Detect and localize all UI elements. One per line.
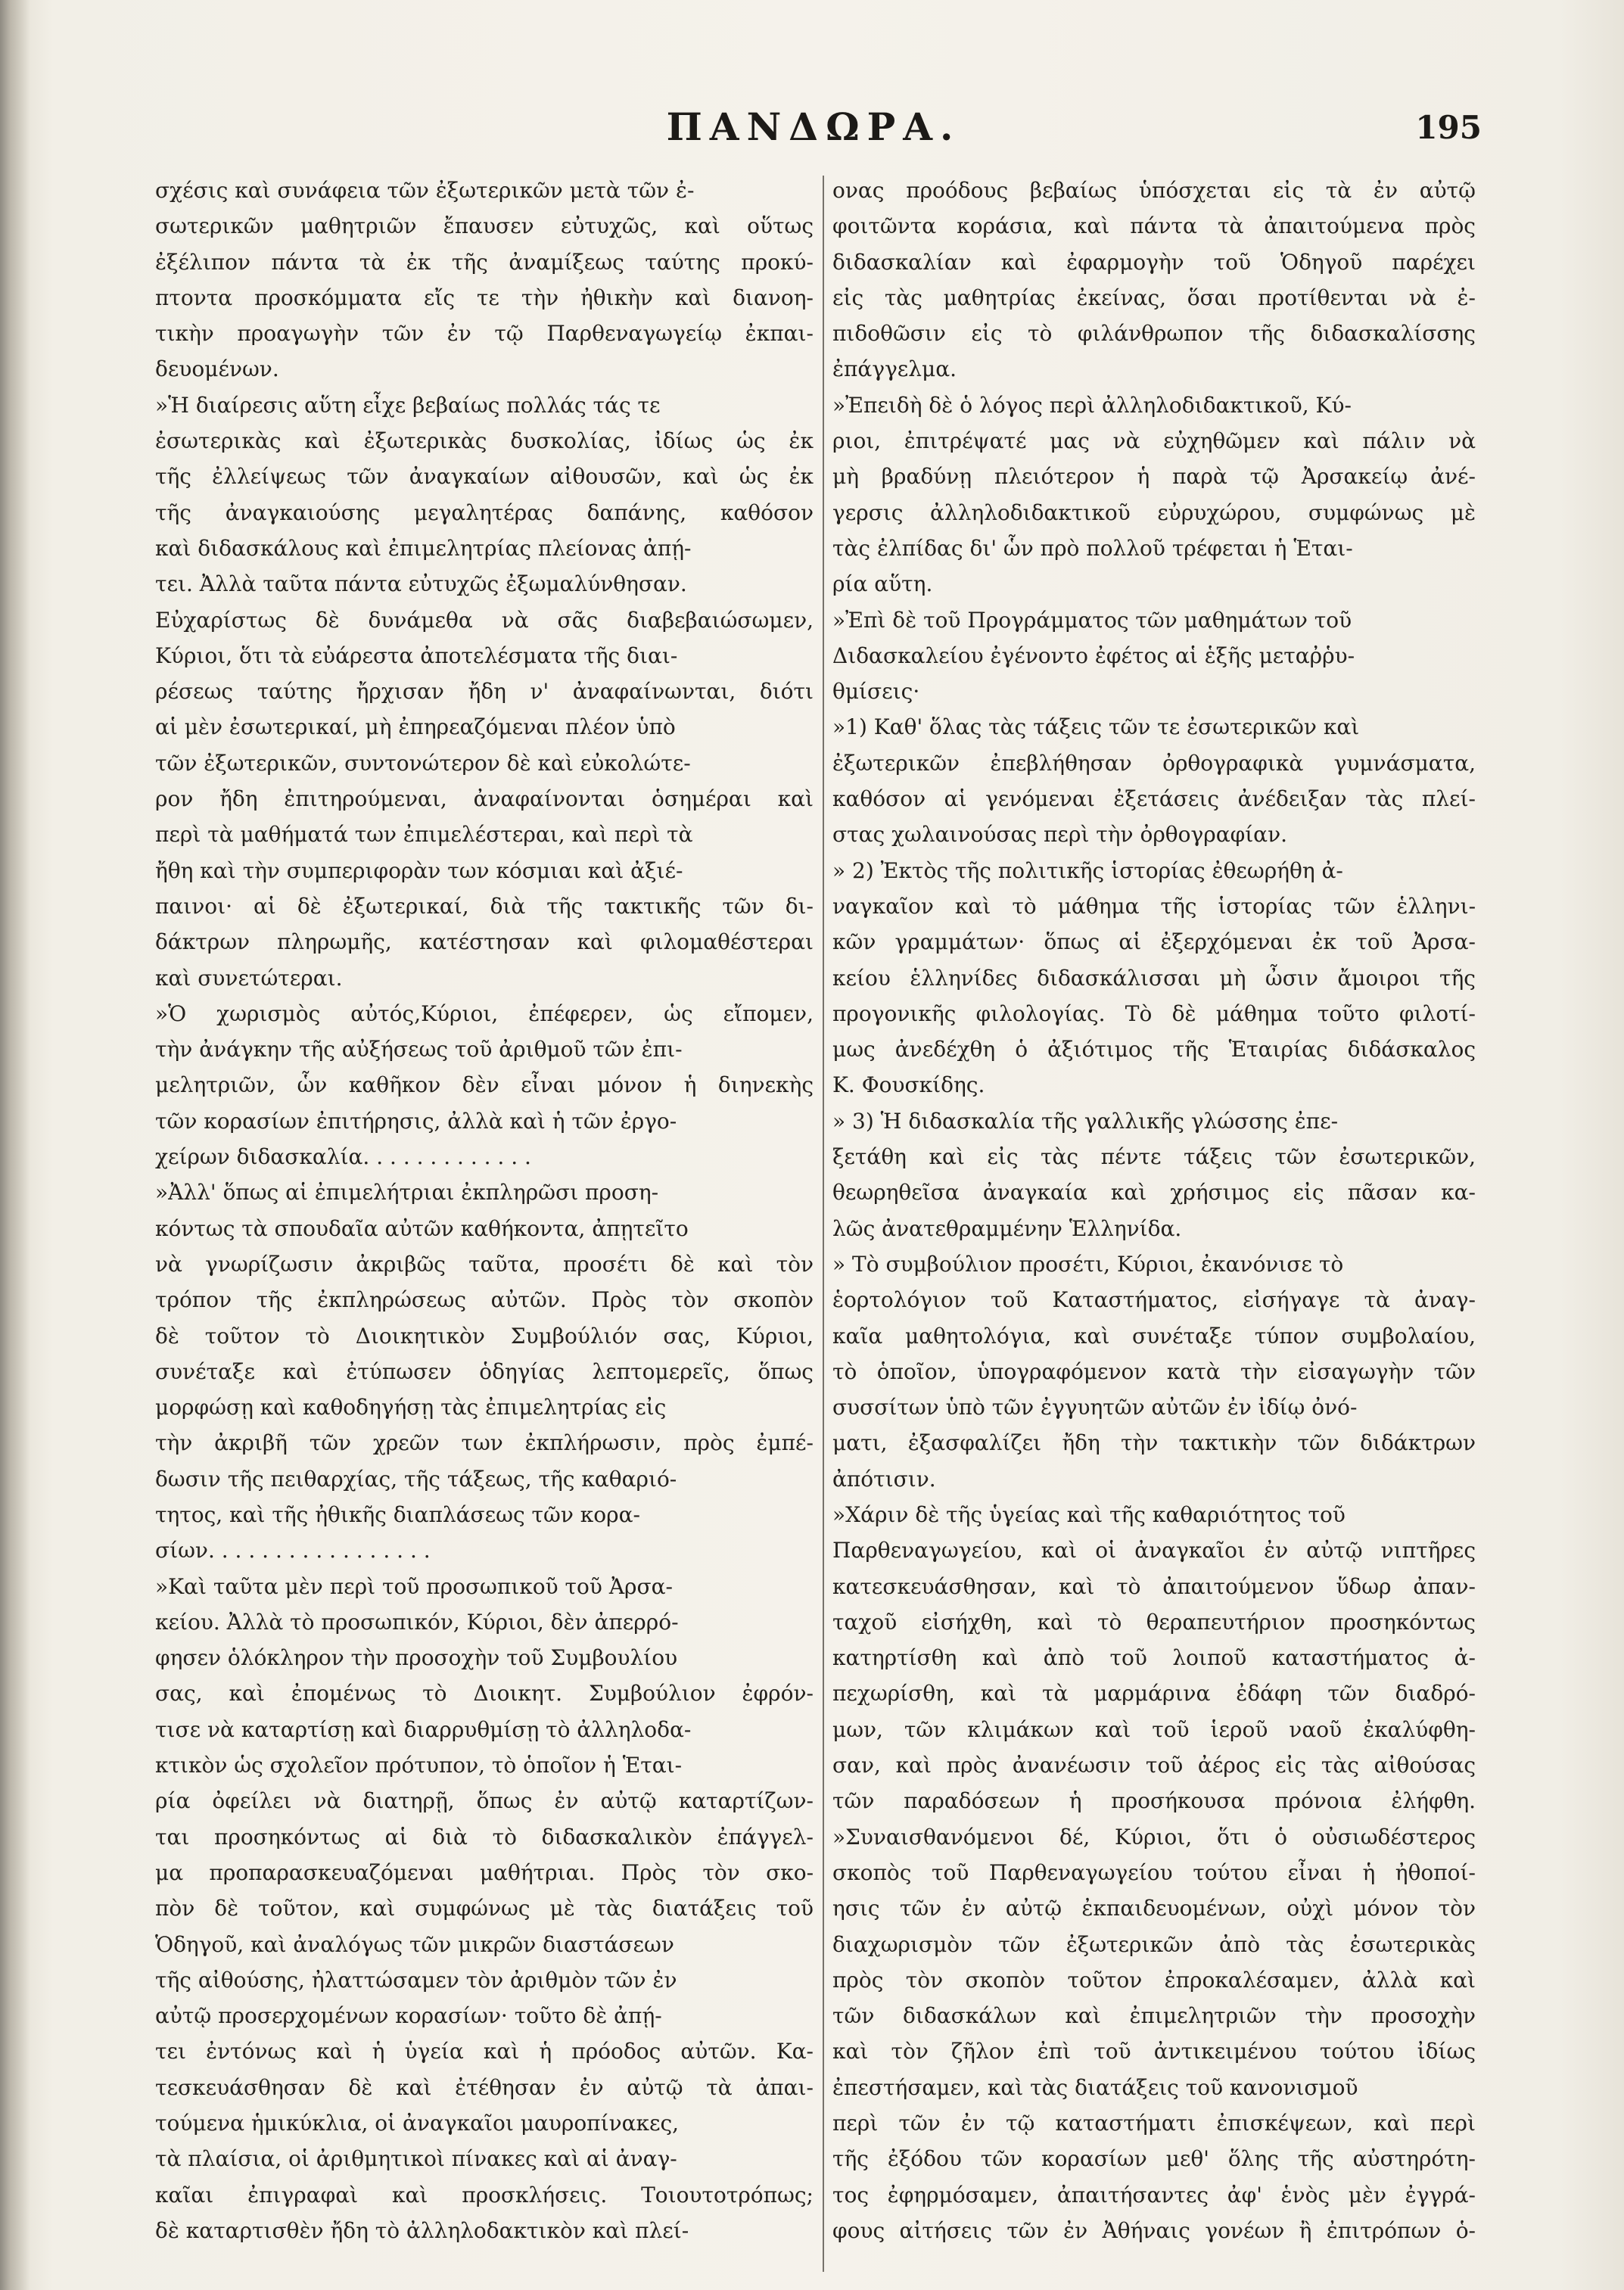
text-line: »Ἀλλ' ὅπως αἱ ἐπιμελήτριαι ἐκπληρῶσι προση- xyxy=(155,1180,659,1206)
text-line: μα προπαρασκευαζόμεναι μαθήτριαι. Πρὸς τὸν σκο- xyxy=(155,1859,814,1885)
text-line: τῆς ἀναγκαιούσης μεγαλητέρας δαπάνης, καθόσον xyxy=(155,499,814,525)
text-line: ριοι, ἐπιτρέψατέ μας νὰ εὐχηθῶμεν καὶ πάλιν νὰ xyxy=(832,428,1476,454)
text-line: δάκτρων πληρωμῆς, κατέστησαν καὶ φιλομαθέστεραι xyxy=(155,929,814,955)
text-line: ονας προόδους βεβαίως ὑπόσχεται εἰς τὰ ἐν αὐτῷ xyxy=(832,178,1476,203)
text-line: μορφώσῃ καὶ καθοδηγήσῃ τὰς ἐπιμελητρίας εἰς xyxy=(155,1395,667,1420)
text-line: ἐξωτερικῶν ἐπεβλήθησαν ὀρθογραφικὰ γυμνάσματα, xyxy=(832,750,1476,776)
text-line: τὴν ἀκριβῆ τῶν χρεῶν των ἐκπλήρωσιν, πρὸς ἐμπέ- xyxy=(155,1430,814,1456)
text-line: »Ἡ διαίρεσις αὕτη εἶχε βεβαίως πολλάς τάς τε xyxy=(155,392,661,418)
text-line: εἰς τὰς μαθητρίας ἐκείνας, ὅσαι προτίθενται νὰ ἐ- xyxy=(832,285,1476,310)
text-line: τρόπον τῆς ἐκπληρώσεως αὐτῶν. Πρὸς τὸν σκοπὸν xyxy=(155,1287,814,1313)
text-line: τὴν ἀνάγκην τῆς αὐξήσεως τοῦ ἀριθμοῦ τῶν ἐπι- xyxy=(155,1037,683,1063)
text-line: γερσις ἀλληλοδιδακτικοῦ εὐρυχώρου, συμφώνως μὲ xyxy=(832,499,1476,525)
text-line: τεσκευάσθησαν δὲ καὶ ἐτέθησαν ἐν αὐτῷ τὰ ἀπαι- xyxy=(155,2074,814,2100)
text-line: ἐσωτερικὰς καὶ ἐξωτερικὰς δυσκολίας, ἰδίως ὡς ἐκ xyxy=(155,428,814,454)
text-line: ρία ὀφείλει νὰ διατηρῇ, ὅπως ἐν αὐτῷ καταρτίζων- xyxy=(155,1788,814,1814)
text-line: τῆς αἰθούσης, ἠλαττώσαμεν τὸν ἀριθμὸν τῶν ἐν xyxy=(155,1967,677,1993)
text-line: Κύριοι, ὅτι τὰ εὐάρεστα ἀποτελέσματα τῆς διαι- xyxy=(155,643,678,668)
column-divider xyxy=(823,176,824,2272)
left-text-column xyxy=(155,173,814,2248)
text-line: στας χωλαινούσας περὶ τὴν ὀρθογραφίαν. xyxy=(832,822,1288,848)
text-line: »Ἐπειδὴ δὲ ὁ λόγος περὶ ἀλληλοδιδακτικοῦ, Κύ- xyxy=(832,392,1352,418)
text-line: καὶ τὸν ζῆλον ἐπὶ τοῦ ἀντικειμένου τούτου ἰδίως xyxy=(832,2039,1476,2064)
text-line: μὴ βραδύνῃ πλειότερον ἡ παρὰ τῷ Ἀρσακείῳ ἀνέ- xyxy=(832,464,1476,490)
text-line: περὶ τὰ μαθήματά των ἐπιμελέστεραι, καὶ περὶ τὰ xyxy=(155,822,693,848)
right-text-column xyxy=(832,173,1476,2248)
text-line: ἑορτολόγιον τοῦ Καταστήματος, εἰσήγαγε τὰ ἀναγ- xyxy=(832,1287,1476,1313)
text-line: πιδοθῶσιν εἰς τὸ φιλάνθρωπον τῆς διδασκαλίσσης xyxy=(832,321,1476,347)
text-line: »Ἐπὶ δὲ τοῦ Προγράμματος τῶν μαθημάτων τοῦ xyxy=(832,607,1352,633)
text-line: ρον ἤδη ἐπιτηρούμεναι, ἀναφαίνονται ὁσημέραι καὶ xyxy=(155,786,814,812)
text-line: κτικὸν ὡς σχολεῖον πρότυπον, τὸ ὁποῖον ἡ Ἑται- xyxy=(155,1753,683,1778)
page-number: 195 xyxy=(1415,109,1482,146)
text-line: τῶν παραδόσεων ἡ προσήκουσα πρόνοια ἐλήφθη. xyxy=(832,1788,1476,1814)
text-line: σαν, καὶ πρὸς ἀνανέωσιν τοῦ ἀέρος εἰς τὰς αἰθούσας xyxy=(832,1753,1476,1778)
binding-shadow xyxy=(0,0,30,2290)
text-line: ματι, ἐξασφαλίζει ἤδη τὴν τακτικὴν τῶν διδάκτρων xyxy=(832,1430,1476,1456)
text-line: πὸν δὲ τοῦτον, καὶ συμφώνως μὲ τὰς διατάξεις τοῦ xyxy=(155,1896,814,1921)
text-line: ναγκαῖον καὶ τὸ μάθημα τῆς ἱστορίας τῶν ἑλληνι- xyxy=(832,893,1476,919)
text-line: χείρων διδασκαλία. . . . . . . . . . . . . xyxy=(155,1144,531,1170)
text-line: αἱ μὲν ἐσωτερικαί, μὴ ἐπηρεαζόμεναι πλέον ὑπὸ xyxy=(155,714,676,740)
text-line: ἐπάγγελμα. xyxy=(832,356,957,382)
text-line: τος ἐφηρμόσαμεν, ἀπαιτήσαντες ἀφ' ἑνὸς μὲν ἐγγρά- xyxy=(832,2182,1476,2208)
text-line: κατεσκευάσθησαν, καὶ τὸ ἀπαιτούμενον ὕδωρ ἀπαν- xyxy=(832,1573,1476,1599)
text-line: τούμενα ἡμικύκλια, οἱ ἀναγκαῖοι μαυροπίνακες, xyxy=(155,2111,680,2136)
text-line: τὸ ὁποῖον, ὑπογραφόμενον κατὰ τὴν εἰσαγωγὴν τῶν xyxy=(832,1358,1476,1384)
running-title: ΠΑΝΔΩΡΑ. xyxy=(666,104,961,149)
text-line: »Χάριν δὲ τῆς ὑγείας καὶ τῆς καθαριότητος τοῦ xyxy=(832,1501,1346,1527)
text-line: »Καὶ ταῦτα μὲν περὶ τοῦ προσωπικοῦ τοῦ Ἀρσα- xyxy=(155,1573,673,1599)
text-line: »1) Καθ' ὅλας τὰς τάξεις τῶν τε ἐσωτερικῶν καὶ xyxy=(832,714,1360,740)
text-line: φησεν ὁλόκληρον τὴν προσοχὴν τοῦ Συμβουλίου xyxy=(155,1645,678,1671)
text-line: καθόσον αἱ γενόμεναι ἐξετάσεις ἀνέδειξαν τὰς πλεί- xyxy=(832,786,1476,812)
text-line: θμίσεις· xyxy=(832,679,920,705)
text-line: σχέσις καὶ συνάφεια τῶν ἐξωτερικῶν μετὰ τῶν ἐ- xyxy=(155,178,695,203)
text-line: τῶν κορασίων ἐπιτήρησις, ἀλλὰ καὶ ἡ τῶν ἐργο- xyxy=(155,1108,677,1134)
text-line: κείου. Ἀλλὰ τὸ προσωπικόν, Κύριοι, δὲν ἀπερρό- xyxy=(155,1609,679,1635)
text-line: τῶν ἐξωτερικῶν, συντονώτερον δὲ καὶ εὐκολώτε- xyxy=(155,750,691,776)
text-line: παινοι· αἱ δὲ ἐξωτερικαί, διὰ τῆς τακτικῆς τῶν δι- xyxy=(155,893,814,919)
text-line: τει. Ἀλλὰ ταῦτα πάντα εὐτυχῶς ἐξωμαλύνθησαν. xyxy=(155,571,687,597)
text-line: αὐτῷ προσερχομένων κορασίων· τοῦτο δὲ ἀπῄ- xyxy=(155,2003,662,2029)
text-line: κείου ἑλληνίδες διδασκάλισσαι μὴ ὦσιν ἄμοιροι τῆς xyxy=(832,965,1476,991)
text-line: »Συναισθανόμενοι δέ, Κύριοι, ὅτι ὁ οὐσιωδέστερος xyxy=(832,1824,1476,1850)
text-line: πεχωρίσθη, καὶ τὰ μαρμάρινα ἐδάφη τῶν διαδρό- xyxy=(832,1681,1476,1707)
text-line: ται προσηκόντως αἱ διὰ τὸ διδασκαλικὸν ἐπάγγελ- xyxy=(155,1824,814,1850)
text-line: τει ἐντόνως καὶ ἡ ὑγεία καὶ ἡ πρόοδος αὐτῶν. Κα- xyxy=(155,2039,814,2064)
text-line: σίων. . . . . . . . . . . . . . . . . xyxy=(155,1538,431,1563)
text-line: Ὁδηγοῦ, καὶ ἀναλόγως τῶν μικρῶν διαστάσεων xyxy=(155,1931,674,1957)
text-line: ἐπεστήσαμεν, καὶ τὰς διατάξεις τοῦ κανονισμοῦ xyxy=(832,2074,1358,2100)
text-line: τῶν διδασκάλων καὶ ἐπιμελητριῶν τὴν προσοχὴν xyxy=(832,2003,1476,2029)
text-line: τὰ πλαίσια, οἱ ἀριθμητικοὶ πίνακες καὶ αἱ ἀναγ- xyxy=(155,2146,677,2172)
text-line: καῖα μαθητολόγια, καὶ συνέταξε τύπον συμβολαίου, xyxy=(832,1323,1476,1349)
text-line: διδασκαλίαν καὶ ἐφαρμογὴν τοῦ Ὁδηγοῦ παρέχει xyxy=(832,249,1476,275)
text-line: καῖαι ἐπιγραφαὶ καὶ προσκλήσεις. Τοιουτοτρόπως; xyxy=(155,2182,814,2208)
text-line: » 3) Ἡ διδασκαλία τῆς γαλλικῆς γλώσσης ἐπε- xyxy=(832,1108,1339,1134)
text-line: τῆς ἐλλείψεως τῶν ἀναγκαίων αἰθουσῶν, καὶ ὡς ἐκ xyxy=(155,464,814,490)
text-line: κῶν γραμμάτων· ὅπως αἱ ἐξερχόμεναι ἐκ τοῦ Ἀρσα- xyxy=(832,929,1476,955)
text-line: διαχωρισμὸν τῶν ἐξωτερικῶν ἀπὸ τὰς ἐσωτερικὰς xyxy=(832,1931,1476,1957)
text-line: λῶς ἀνατεθραμμένην Ἑλληνίδα. xyxy=(832,1215,1182,1241)
text-line: » 2) Ἐκτὸς τῆς πολιτικῆς ἱστορίας ἐθεωρήθη ἀ- xyxy=(832,857,1343,883)
text-line: δὲ καταρτισθὲν ἤδη τὸ ἀλληλοδακτικὸν καὶ πλεί- xyxy=(155,2217,689,2243)
text-line: περὶ τῶν ἐν τῷ καταστήματι ἐπισκέψεων, καὶ περὶ xyxy=(832,2111,1476,2136)
text-line: ρέσεως ταύτης ἤρχισαν ἤδη ν' ἀναφαίνωνται, διότι xyxy=(155,679,814,705)
text-line: κόντως τὰ σπουδαῖα αὐτῶν καθήκοντα, ἀπῃτεῖτο xyxy=(155,1215,689,1241)
text-line: φοιτῶντα κοράσια, καὶ πάντα τὰ ἀπαιτούμενα πρὸς xyxy=(832,213,1476,239)
text-line: τῆς ἐξόδου τῶν κορασίων μεθ' ὅλης τῆς αὐστηρότη- xyxy=(832,2146,1476,2172)
text-line: ταχοῦ εἰσήχθη, καὶ τὸ θεραπευτήριον προσηκόντως xyxy=(832,1609,1476,1635)
text-line: τὰς ἐλπίδας δι' ὧν πρὸ πολλοῦ τρέφεται ἡ Ἑται- xyxy=(832,535,1353,561)
text-line: πτοντα προσκόμματα εἴς τε τὴν ἠθικὴν καὶ διανοη- xyxy=(155,285,814,310)
text-line: δὲ τοῦτον τὸ Διοικητικὸν Συμβούλιόν σας, Κύριοι, xyxy=(155,1323,814,1349)
text-line: ρία αὕτη. xyxy=(832,571,933,597)
text-line: τητος, καὶ τῆς ἠθικῆς διαπλάσεως τῶν κορα- xyxy=(155,1501,640,1527)
text-line: δευομένων. xyxy=(155,356,279,382)
text-line: σκοπὸς τοῦ Παρθεναγωγείου τούτου εἶναι ἡ ἠθοποί- xyxy=(832,1859,1476,1885)
text-line: καὶ συνετώτεραι. xyxy=(155,965,343,991)
text-line: Διδασκαλείου ἐγένοντο ἐφέτος αἱ ἑξῆς μεταῤῥυ- xyxy=(832,643,1355,668)
text-line: Παρθεναγωγείου, καὶ οἱ ἀναγκαῖοι ἐν αὐτῷ νιπτῆρες xyxy=(832,1538,1476,1563)
text-line: κατηρτίσθη καὶ ἀπὸ τοῦ λοιποῦ καταστήματος ἀ- xyxy=(832,1645,1476,1671)
text-line: θεωρηθεῖσα ἀναγκαία καὶ χρήσιμος εἰς πᾶσαν κα- xyxy=(832,1180,1476,1206)
text-line: ξετάθη καὶ εἰς τὰς πέντε τάξεις τῶν ἐσωτερικῶν, xyxy=(832,1144,1476,1170)
text-line: συνέταξε καὶ ἐτύπωσεν ὁδηγίας λεπτομερεῖς, ὅπως xyxy=(155,1358,814,1384)
text-line: μως ἀνεδέχθη ὁ ἀξιότιμος τῆς Ἑταιρίας διδάσκαλος xyxy=(832,1037,1476,1063)
text-line: μελητριῶν, ὧν καθῆκον δὲν εἶναι μόνον ἡ διηνεκὴς xyxy=(155,1072,814,1098)
text-line: »Ὁ χωρισμὸς αὐτός,Κύριοι, ἐπέφερεν, ὡς εἴπομεν, xyxy=(155,1000,814,1026)
text-line: τισε νὰ καταρτίσῃ καὶ διαρρυθμίσῃ τὸ ἀλληλοδα- xyxy=(155,1716,692,1742)
text-line: δωσιν τῆς πειθαρχίας, τῆς τάξεως, τῆς καθαριό- xyxy=(155,1466,677,1492)
text-line: πρὸς τὸν σκοπὸν τοῦτον ἐπροκαλέσαμεν, ἀλλὰ καὶ xyxy=(832,1967,1476,1993)
page-header xyxy=(151,104,1482,165)
text-line: ησις τῶν ἐν αὐτῷ ἐκπαιδευομένων, οὐχὶ μόνον τὸν xyxy=(832,1896,1476,1921)
text-line: τικὴν προαγωγὴν τῶν ἐν τῷ Παρθεναγωγείῳ ἐκπαι- xyxy=(155,321,814,347)
text-line: ἤθη καὶ τὴν συμπεριφορὰν των κόσμιαι καὶ ἀξιέ- xyxy=(155,857,683,883)
text-line: » Τὸ συμβούλιον προσέτι, Κύριοι, ἐκανόνισε τὸ xyxy=(832,1251,1344,1277)
text-line: ἐξέλιπον πάντα τὰ ἐκ τῆς ἀναμίξεως ταύτης προκύ- xyxy=(155,249,814,275)
text-line: Εὐχαρίστως δὲ δυνάμεθα νὰ σᾶς διαβεβαιώσωμεν, xyxy=(155,607,814,633)
text-line: καὶ διδασκάλους καὶ ἐπιμελητρίας πλείονας ἀπῄ- xyxy=(155,535,692,561)
text-line: μων, τῶν κλιμάκων καὶ τοῦ ἱεροῦ ναοῦ ἐκαλύφθη- xyxy=(832,1716,1476,1742)
text-line: σας, καὶ ἐπομένως τὸ Διοικητ. Συμβούλιον ἐφρόν- xyxy=(155,1681,814,1707)
text-line: προγονικῆς φιλολογίας. Τὸ δὲ μάθημα τοῦτο φιλοτί- xyxy=(832,1000,1476,1026)
text-line: Κ. Φουσκίδης. xyxy=(832,1072,985,1098)
text-line: συσσίτων ὑπὸ τῶν ἐγγυητῶν αὐτῶν ἐν ἰδίῳ ὀνό- xyxy=(832,1395,1358,1420)
text-line: σωτερικῶν μαθητριῶν ἔπαυσεν εὐτυχῶς, καὶ οὕτως xyxy=(155,213,814,239)
text-line: φους αἰτήσεις τῶν ἐν Ἀθήναις γονέων ἢ ἐπιτρόπων ὁ- xyxy=(832,2217,1476,2243)
text-line: ἀπότισιν. xyxy=(832,1466,936,1492)
text-line: νὰ γνωρίζωσιν ἀκριβῶς ταῦτα, προσέτι δὲ καὶ τὸν xyxy=(155,1251,814,1277)
